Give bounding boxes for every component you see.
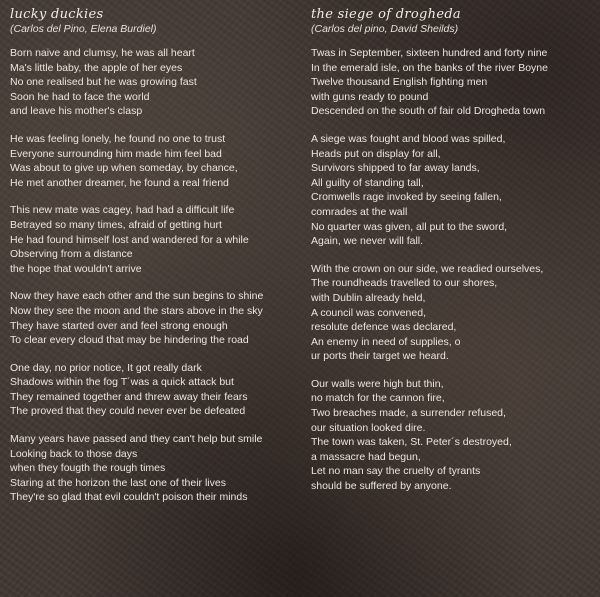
verse-line: A siege was fought and blood was spilled, — [311, 132, 506, 145]
verse-line: when they fougth the rough times — [10, 462, 166, 475]
stanza — [311, 132, 596, 249]
verse-line: should be suffered by anyone. — [311, 480, 452, 493]
verse-line: He had found himself lost and wandered for a while — [10, 233, 249, 246]
verse-line: He met another dreamer, he found a real friend — [10, 176, 229, 189]
verse-line: One day, no prior notice, It got really dark — [10, 361, 202, 374]
verse-line: Now they see the moon and the stars above in the sky — [10, 304, 263, 317]
verse-line: A council was convened, — [311, 306, 426, 319]
verse-line: Born naive and clumsy, he was all heart — [10, 47, 195, 59]
verse-line: comrades at the wall — [311, 205, 408, 218]
verse-line: the hope that wouldn't arrive — [10, 262, 142, 275]
verse-line: They're so glad that evil couldn't poison their minds — [10, 491, 248, 504]
verse-line: Two breaches made, a surrender refused, — [311, 407, 506, 420]
verse-line: In the emerald isle, on the banks of the river Boyne — [311, 61, 548, 74]
poem-siege-of-drogheda — [311, 7, 596, 507]
verse-line: Betrayed so many times, afraid of getting hurt — [10, 218, 222, 231]
verse-line: Now they have each other and the sun begins to shine — [10, 290, 264, 303]
poem-title: lucky duckies — [10, 7, 104, 22]
verse-line: and leave his mother's clasp — [10, 105, 143, 118]
verse-line: our situation looked dire. — [311, 421, 426, 434]
verse-line: Ma's little baby, the apple of her eyes — [10, 61, 183, 74]
verse-line: An enemy in need of supplies, o — [311, 335, 461, 348]
verse-line: Cromwells rage invoked by seeing fallen, — [311, 191, 502, 204]
poem-body — [311, 46, 596, 494]
verse-line: They have started over and feel strong enough — [10, 319, 228, 332]
verse-line: Twelve thousand English fighting men — [311, 76, 488, 89]
poem-credit: (Carlos del pino, David Sheilds) — [311, 23, 459, 35]
poem-credit: (Carlos del Pino, Elena Burdiel) — [10, 23, 157, 35]
verse-line: Heads put on display for all, — [311, 147, 441, 160]
verse-line: He was feeling lonely, he found no one to trust — [10, 132, 226, 145]
poem-title: the siege of drogheda — [311, 7, 461, 22]
verse-line: Soon he had to face the world — [10, 90, 150, 103]
verse-line: Observing from a distance — [10, 248, 133, 261]
verse-line: Looking back to those days — [10, 447, 138, 460]
verse-line: The roundheads travelled to our shores, — [311, 277, 498, 290]
verse-line: ur ports their target we heard. — [311, 350, 449, 363]
poem-body — [10, 46, 302, 505]
verse-line: with guns ready to pound — [311, 90, 429, 103]
verse-line: Survivors shipped to far away lands, — [311, 162, 480, 175]
verse-line: Twas in September, sixteen hundred and forty nine — [311, 47, 548, 59]
verse-line: Let no man say the cruelty of tyrants — [311, 465, 481, 478]
stanza — [311, 262, 596, 364]
stanza — [10, 361, 302, 419]
verse-line: The proved that they could never ever be defeated — [10, 405, 246, 418]
verse-line: with Dublin already held, — [311, 291, 426, 304]
stanza — [10, 203, 302, 276]
verse-line: To clear every cloud that may be hindering the road — [10, 334, 249, 347]
verse-line: With the crown on our side, we readied ourselves, — [311, 262, 544, 275]
stanza — [10, 46, 302, 119]
verse-line: All guilty of standing tall, — [311, 176, 424, 189]
verse-line: Was about to give up when someday, by chance, — [10, 162, 238, 175]
verse-line: resolute defence was declared, — [311, 321, 457, 334]
stanza — [311, 46, 596, 119]
verse-line: No one realised but he was growing fast — [10, 76, 197, 89]
verse-line: Again, we never will fall. — [311, 235, 424, 248]
poem-lucky-duckies — [10, 7, 302, 518]
verse-line: Many years have passed and they can't help but smile — [10, 433, 263, 446]
verse-line: Our walls were high but thin, — [311, 377, 444, 390]
verse-line: Everyone surrounding him made him feel bad — [10, 147, 222, 160]
stanza — [10, 289, 302, 347]
stanza — [10, 432, 302, 505]
verse-line: Staring at the horizon the last one of their lives — [10, 476, 226, 489]
stanza — [311, 377, 596, 494]
verse-line: a massacre had begun, — [311, 450, 421, 463]
verse-line: Shadows within the fog T´was a quick attack but — [10, 376, 234, 389]
verse-line: Descended on the south of fair old Drogheda town — [311, 105, 546, 118]
verse-line: They remained together and threw away their fears — [10, 390, 248, 403]
verse-line: This new mate was cagey, had had a difficult life — [10, 204, 235, 217]
verse-line: The town was taken, St. Peter´s destroyed, — [311, 436, 512, 449]
stanza — [10, 132, 302, 190]
verse-line: no match for the cannon fire, — [311, 392, 445, 405]
verse-line: No quarter was given, all put to the sword, — [311, 220, 508, 233]
